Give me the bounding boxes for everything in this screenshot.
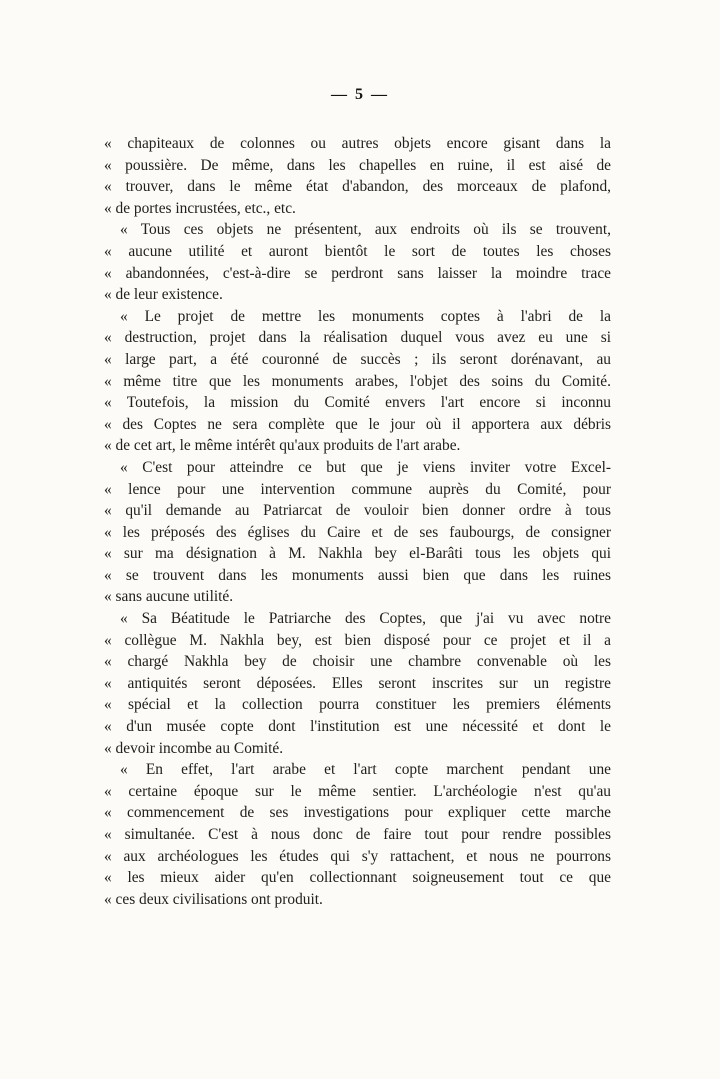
text-line: « simultanée. C'est à nous donc de faire tout pour rendre possibles bbox=[104, 826, 611, 843]
text-line: « En effet, l'art arabe et l'art copte marchent pendant une bbox=[120, 761, 611, 779]
text-line: « lence pour une intervention commune auprès du Comité, pour bbox=[104, 480, 611, 498]
text-line: « certaine époque sur le même sentier. L'archéologie n'est qu'au bbox=[104, 782, 611, 800]
text-line: « chapiteaux de colonnes ou autres objets encore gisant dans la bbox=[104, 135, 611, 152]
text-line: « aux archéologues les études qui s'y rattachent, et nous ne pourrons bbox=[104, 847, 611, 865]
text-line: « poussière. De même, dans les chapelles en ruine, il est aisé de bbox=[104, 156, 611, 174]
text-line: « de cet art, le même intérêt qu'aux produits de l'art arabe. bbox=[104, 437, 461, 455]
text-block bbox=[104, 133, 611, 910]
text-line: « abandonnées, c'est-à-dire se perdront sans laisser la moindre trace bbox=[104, 264, 611, 282]
text-line: « aucune utilité et auront bientôt le sort de toutes les choses bbox=[104, 242, 611, 260]
text-line: « spécial et la collection pourra constituer les premiers éléments bbox=[104, 696, 611, 714]
paragraph bbox=[104, 306, 611, 457]
paragraph bbox=[104, 133, 611, 219]
text-line: « même titre que les monuments arabes, l'objet des soins du Comité. bbox=[104, 372, 611, 390]
text-line: « chargé Nakhla bey de choisir une chambre convenable où les bbox=[104, 653, 611, 671]
text-line: « les mieux aider qu'en collectionnant soigneusement tout ce que bbox=[104, 869, 611, 887]
text-line: « trouver, dans le même état d'abandon, des morceaux de plafond, bbox=[104, 178, 611, 196]
text-line: « des Coptes ne sera complète que le jour où il apportera aux débris bbox=[104, 415, 611, 433]
text-line: « sans aucune utilité. bbox=[104, 588, 234, 606]
text-line: « large part, a été couronné de succès ; ils seront dorénavant, au bbox=[104, 350, 611, 368]
text-line: « de leur existence. bbox=[104, 286, 223, 304]
text-line: « collègue M. Nakhla bey, est bien disposé pour ce projet et il a bbox=[104, 631, 611, 649]
text-line: « Sa Béatitude le Patriarche des Coptes, que j'ai vu avec notre bbox=[120, 610, 611, 628]
text-line: « commencement de ses investigations pour expliquer cette marche bbox=[104, 804, 611, 822]
text-line: « sur ma désignation à M. Nakhla bey el-Barâti tous les objets qui bbox=[104, 545, 611, 563]
paragraph bbox=[104, 759, 611, 910]
text-line: « devoir incombe au Comité. bbox=[104, 739, 284, 757]
text-line: « de portes incrustées, etc., etc. bbox=[104, 199, 296, 217]
text-line: « Toutefois, la mission du Comité envers l'art encore si inconnu bbox=[104, 394, 611, 412]
text-line: « antiquités seront déposées. Elles seront inscrites sur un registre bbox=[104, 674, 611, 692]
text-line: « C'est pour atteindre ce but que je viens inviter votre Excel- bbox=[120, 458, 611, 476]
page-number: — 5 — bbox=[331, 86, 389, 103]
text-line: « se trouvent dans les monuments aussi bien que dans les ruines bbox=[104, 566, 611, 584]
text-line: « Tous ces objets ne présentent, aux endroits où ils se trouvent, bbox=[120, 221, 611, 239]
text-line: « destruction, projet dans la réalisation duquel vous avez eu une si bbox=[104, 329, 611, 347]
paragraph bbox=[104, 457, 611, 608]
text-line: « d'un musée copte dont l'institution est une nécessité et dont le bbox=[104, 718, 611, 736]
text-line: « qu'il demande au Patriarcat de vouloir bien donner ordre à tous bbox=[104, 502, 611, 520]
text-line: « ces deux civilisations ont produit. bbox=[104, 890, 323, 908]
paragraph bbox=[104, 219, 611, 305]
text-line: « Le projet de mettre les monuments coptes à l'abri de la bbox=[120, 307, 611, 325]
paragraph bbox=[104, 608, 611, 759]
text-line: « les préposés des églises du Caire et de ses faubourgs, de consigner bbox=[104, 523, 611, 541]
